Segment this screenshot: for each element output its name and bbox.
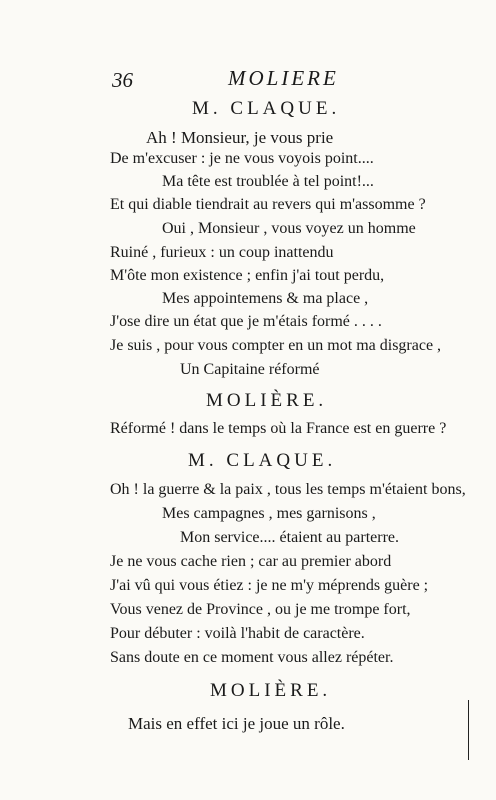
speaker-name: M. CLAQUE. (192, 98, 341, 119)
verse-line: Mes campagnes , mes garnisons , (162, 505, 376, 522)
verse-line: J'ose dire un état que je m'étais formé . . . . (110, 313, 382, 330)
speaker-name: MOLIÈRE. (210, 680, 332, 701)
verse-line: Et qui diable tiendrait au revers qui m'assomme ? (110, 196, 426, 213)
verse-line: Oui , Monsieur , vous voyez un homme (162, 220, 416, 237)
page-number: 36 (112, 68, 133, 92)
speaker-name: M. CLAQUE. (188, 450, 337, 471)
verse-line: Ma tête est troublée à tel point!... (162, 173, 374, 190)
verse-line: Ah ! Monsieur, je vous prie (146, 128, 334, 147)
margin-mark (468, 700, 469, 760)
verse-line: M'ôte mon existence ; enfin j'ai tout perdu, (110, 267, 385, 284)
verse-line: Je ne vous cache rien ; car au premier abord (110, 553, 392, 570)
verse-line: Mon service.... étaient au parterre. (180, 529, 400, 546)
verse-line: De m'excuser : je ne vous voyois point.... (110, 150, 374, 167)
verse-line: Sans doute en ce moment vous allez répéter. (110, 649, 394, 666)
verse-line: Vous venez de Province , ou je me trompe fort, (110, 601, 411, 618)
verse-line: Réformé ! dans le temps où la France est en guerre ? (110, 420, 447, 437)
verse-line: Je suis , pour vous compter en un mot ma disgrace , (110, 337, 442, 354)
verse-line: Pour débuter : voilà l'habit de caractère. (110, 625, 365, 642)
verse-line: Mes appointemens & ma place , (162, 290, 369, 307)
verse-line: Ruiné , furieux : un coup inattendu (110, 244, 334, 261)
verse-line: Un Capitaine réformé (180, 361, 320, 378)
speaker-name: MOLIÈRE. (206, 390, 328, 411)
verse-line: J'ai vû qui vous étiez : je ne m'y méprends guère ; (110, 577, 429, 594)
running-title: MOLIERE (228, 66, 339, 90)
verse-line: Oh ! la guerre & la paix , tous les temps m'étaient bons, (110, 481, 466, 498)
verse-line: Mais en effet ici je joue un rôle. (128, 714, 345, 733)
